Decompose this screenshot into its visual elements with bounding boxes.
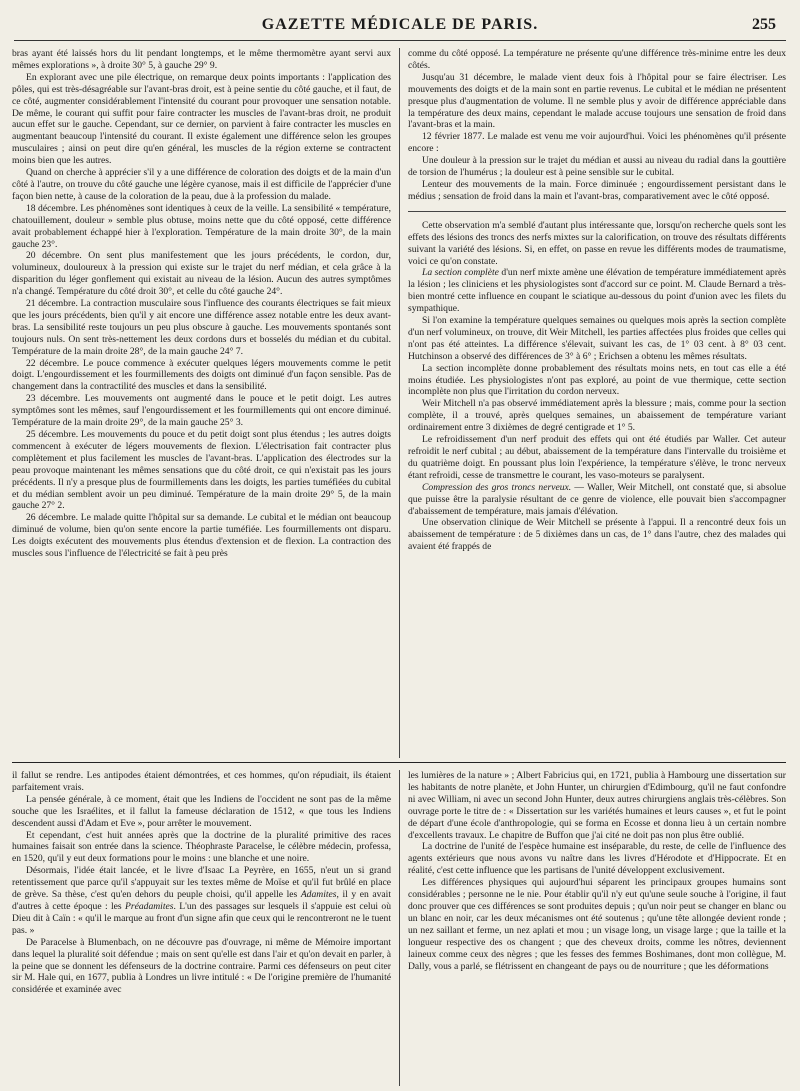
paragraph: Et cependant, c'est huit années après que la doctrine de la pluralité primitive des races humaines faisait son entrée dans la science. Théophraste Paracelse, le célèbre médecin, professa, en 1520, qu'il y eut deux formations pour le moins : une blanche et une noire. — [12, 829, 391, 865]
paragraph: les lumières de la nature » ; Albert Fabricius qui, en 1721, publia à Hambourg une dissertation sur les habitants de notre planète, et John Hunter, un chirurgien d'Edimbourg, qu'il ne faut confondre ni avec William, ni avec un second John Hunter, deux autres chirurgiens anglais très-célèbres. Son ouvrage porte le titre de : « Dissertation sur les variétés humaines et leurs causes », et fut le point de départ d'une école d'anthropologie, qui se forma en Ecosse et donna lieu à un certain nombre d'excellents travaux. Le chapitre de Buffon que j'ai cité ne doit pas non plus être oublié. — [408, 770, 786, 841]
paragraph: 23 décembre. Les mouvements ont augmenté dans le pouce et le petit doigt. Les autres symptômes sont les mêmes, sauf l'engourdissement et les fourmillements qui ont encore diminué. Température de la main droite 29°, de la main gauche 25° 3. — [12, 393, 391, 429]
column-top-right — [408, 48, 786, 758]
paragraph — [408, 267, 786, 315]
paragraph: De Paracelse à Blumenbach, on ne découvre pas d'ouvrage, ni même de Mémoire important dans lequel la pluralité soit défendue ; mais on sent qu'elle est dans l'air et qu'on devait en parler, à la peine que se donnent les défenseurs de la doctrine contraire. Parmi ces défenseurs on peut citer sir M. Hale qui, en 1677, publia à Londres un livre intitulé : « De l'origine première de l'humanité considérée et examinée avec — [12, 936, 391, 996]
paragraph: 26 décembre. Le malade quitte l'hôpital sur sa demande. Le cubital et le médian ont beaucoup diminué de volume, bien qu'on sente encore la partie tuméfiée. Les fourmillements ont disparu. Les doigts exécutent des mouvements plus étendus d'extension et de flexion. La contraction des muscles sous l'influence de l'électricité se fait à peu près — [12, 512, 391, 560]
paragraph-text: , il y en avait d'autres à cette époque : les — [12, 889, 391, 912]
paragraph: 22 décembre. Le pouce commence à exécuter quelques légers mouvements comme le petit doigt. L'engourdissement et les fourmillements des doigts ont diminué d'un façon sensible. Pas de changement dans la contractilité des muscles et dans la sensibilité. — [12, 357, 391, 393]
paragraph: Quand on cherche à apprécier s'il y a une différence de coloration des doigts et de la main d'un côté à l'autre, on trouve du côté gauche une légère cyanose, mais il est difficile de l'apprécier d'une façon bien nette, à cause de la coloration de la peau, due à la profession du malade. — [12, 167, 391, 202]
paragraph: Une observation clinique de Weir Mitchell se présente à l'appui. Il a rencontré deux fois un abaissement de température : de 5 dixièmes dans un cas, de 1° dans l'autre, chez des malades qui avaient été frappés de — [408, 517, 786, 553]
column-bottom-right — [408, 770, 786, 1086]
paragraph: 25 décembre. Les mouvements du pouce et du petit doigt sont plus étendus ; les autres doigts commencent à exécuter de légers mouvements de flexion. L'électrisation fait contracter plus complètement et plus facilement les muscles de l'avant-bras. L'application des électrodes sur la peau provoque maintenant les mêmes sensations que du côté droit, ce qui n'existait pas les jours précédents. Il n'y a presque plus de fourmillements dans les doigts, les parties tuméfiées du cubital et du médian semblent avoir un peu diminué. Température de la main droite 29° 5, de la main gauche 27° 2. — [12, 429, 391, 512]
paragraph: comme du côté opposé. La température ne présente qu'une différence très-minime entre les deux côtés. — [408, 48, 786, 71]
paragraph: 21 décembre. La contraction musculaire sous l'influence des courants électriques se fait mieux que les jours précédents, bien qu'il y ait encore une différence assez notable entre les deux avant-bras. La sensibilité reste toujours un peu plus obscure à gauche. Les mouvements spontanés sont toujours nuls. On sent très-nettement les deux cordons durs et bosselés du médian et du cubital. Température de la main droite 28°, de la main gauche 24° 7. — [12, 298, 391, 357]
paragraph: 18 décembre. Les phénomènes sont identiques à ceux de la veille. La sensibilité « température, chatouillement, douleur » semble plus obtuse, moins nette que du côté opposé, cette différence avait probablement échappé hier à l'exploration. Température de la main droite 30°, de la main gauche 23°. — [12, 202, 391, 250]
header-rule — [14, 40, 786, 41]
column-divider — [399, 48, 400, 758]
paragraph: Une douleur à la pression sur le trajet du médian et aussi au niveau du radial dans la gouttière de torsion de l'humérus ; la douleur est à peine sensible sur le cubital. — [408, 155, 786, 179]
paragraph: Jusqu'au 31 décembre, le malade vient deux fois à l'hôpital pour se faire électriser. Les mouvements des doigts et de la main sont en partie revenus. Le cubital et le médian ne présentent presque plus d'augmentation de volume. Il ne semble plus y avoir de différence appréciable dans la température des deux mains, cependant le malade accuse toujours une sensation de froid dans l'avant-bras et la main. — [408, 71, 786, 131]
paragraph: Cette observation m'a semblé d'autant plus intéressante que, lorsqu'on recherche quels sont les effets des lésions des troncs des nerfs mixtes sur la calorification, on trouve des résultats différents suivant la variété des lésions. Si, en effet, on passe en revue les différents modes de traumatisme, voici ce qu'on constate. — [408, 219, 786, 267]
paragraph: Le refroidissement d'un nerf produit des effets qui ont été étudiés par Waller. Cet auteur refroidit le nerf cubital ; au début, abaissement de la température dans l'intervalle du troisième et du quatrième doigt. En poussant plus loin l'expérience, la température s'élève, le tronc nerveux étant refroidi, cesse de transmettre le courant, les vaso-moteurs se paralysent. — [408, 434, 786, 481]
column-top-left — [12, 48, 391, 758]
journal-title: GAZETTE MÉDICALE DE PARIS. — [261, 16, 539, 33]
paragraph-text: d'un nerf mixte amène une élévation de température immédiatement après la lésion ; les cliniciens et les physiologistes sont d'accord sur ce point. M. Claude Bernard a très-bien montré cette influence en coupant le sciatique au-dessous du point d'union avec les filets du sympathique. — [408, 267, 786, 315]
column-divider — [399, 770, 400, 1086]
paragraph-text: . L'un des passages sur lesquels il s'appuie est celui où Dieu dit à Caïn : « qu'il le marque au front d'un signe afin que ceux qui le rencontreront ne le tuent pas. » — [12, 900, 391, 936]
paragraph: En explorant avec une pile électrique, on remarque deux points importants : l'application des pôles, qui est très-désagréable sur l'avant-bras droit, est à peine sentie du côté gauche, et il faut, de ce côté, augmenter considérablement l'intensité du courant pour provoquer une sensation notable. De même, le courant qui suffit pour faire contracter les muscles de l'avant-bras droit, ne produit aucun effet sur le gauche. Cependant, sur ce dernier, on parvient à faire contracter les muscles en augmentant beaucoup l'intensité du courant. Il existe également une différence selon les groupes musculaires ; ainsi on peut dire qu'en général, les muscles de la région externe se contractent moins bien que les autres. — [12, 71, 391, 167]
paragraph: 20 décembre. On sent plus manifestement que les jours précédents, le cordon, dur, volumineux, douloureux à la pression qui existe sur le trajet du nerf médian, et cela grâce à la disparition du léger gonflement qui existait au niveau de la lésion. Aucun des autres symptômes n'a changé. Température du côté droit 30°, et celle du côté gauche 24°. — [12, 250, 391, 298]
paragraph: La pensée générale, à ce moment, était que les Indiens de l'occident ne sont pas de la même souche que les Israélites, et il fallut la fameuse déclaration de 1512, « que tous les Indiens descendent aussi d'Adam et Eve », pour arrêter le mouvement. — [12, 793, 391, 829]
page-number: 255 — [752, 16, 776, 33]
page-header — [14, 10, 786, 42]
italic-heading: Compression des gros troncs nerveux. — [422, 481, 572, 493]
paragraph-text: — Waller, Weir Mitchell, ont constaté que, si absolue que puisse être la paralysie résultant de ce genre de violence, elle pouvait bien s'accompagner d'abaissement de température, mais jamais d'élévation. — [408, 481, 786, 517]
paragraph — [408, 482, 786, 518]
paragraph: bras ayant été laissés hors du lit pendant longtemps, et le même thermomètre ayant servi aux mêmes explorations », à droite 30° 5, à gauche 29° 9. — [12, 48, 391, 71]
paragraph: 12 février 1877. Le malade est venu me voir aujourd'hui. Voici les phénomènes qu'il présente encore : — [408, 131, 786, 155]
paragraph: La section incomplète donne probablement des résultats moins nets, en tout cas elle a été moins étudiée. Les physiologistes n'ont pas exploré, au point de vue thermique, cette section incomplète non plus que l'irritation du cordon nerveux. — [408, 362, 786, 398]
paragraph-text: Désormais, l'idée était lancée, et le livre d'Isaac La Peyrère, en 1655, n'eut un si grand retentissement que parce qu'il s'appuyait sur les textes même de Moïse et qu'il fut brûlé en place de grève. Sa thèse, c'est qu'en dehors du peuple choisi, qu'il appelle les — [12, 865, 391, 901]
paragraph: Si l'on examine la température quelques semaines ou quelques mois après la section complète d'un nerf volumineux, on trouve, dit Weir Mitchell, les parties affectées plus froides que celles qui n'ont pas été atteintes. La différence s'élevait, suivant les cas, de 1° 03 cent. à 8° 03 cent. Hutchinson a observé des différences de 3° à 6° ; Erichsen a obtenu les mêmes résultats. — [408, 315, 786, 362]
italic-term: Adamites — [300, 889, 337, 901]
section-rule — [408, 211, 786, 212]
paragraph: Les différences physiques qui aujourd'hui séparent les principaux groupes humains sont considérables ; personne ne le nie. Pour établir qu'il n'y eut qu'une seule souche à l'origine, il faut donc prouver que ces différences se sont produites depuis ; qu'un noir peut se changer en blanc ou un blanc en noir, car les deux mécanismes ont été soutenus ; qu'une tête allongée devient ronde ; un nez saillant et ferme, un nez aplati et mou ; un visage long, un visage large ; que la taille et la longueur respective des os changent ; que des cheveux droits, comme les nôtres, deviennent laineux comme ceux des nègres ; que les fesses des femmes Boshimanes, dont mon collègue, M. Dally, vous a parlé, se flétrissent en changeant de pays ou de nourriture ; que les déformations — [408, 877, 786, 972]
column-bottom-left — [12, 770, 391, 1086]
paragraph: La doctrine de l'unité de l'espèce humaine est inséparable, du reste, de celle de l'influence des agents extérieurs que nous avons vu naître dans les livres d'Hérodote et d'Hippocrate. Et en réalité, c'est cette influence que les partisans de l'unité développent exclusivement. — [408, 841, 786, 877]
paragraph: il fallut se rendre. Les antipodes étaient démontrées, et ces hommes, qu'on répudiait, ils étaient parfaitement vrais. — [12, 770, 391, 793]
paragraph: Lenteur des mouvements de la main. Force diminuée ; engourdissement persistant dans le médius ; sensation de froid dans la main et l'avant-bras, comparativement avec le côté opposé. — [408, 178, 786, 202]
italic-phrase: La section complète — [422, 267, 499, 279]
paragraph: Weir Mitchell n'a pas observé immédiatement après la blessure ; mais, comme pour la section complète, il a trouvé, après quelques semaines, un abaissement de température variant ordinairement entre 3 dixièmes de degré centigrade et 1° 5. — [408, 398, 786, 434]
section-divider — [12, 762, 786, 763]
italic-term: Préadamites — [125, 900, 174, 912]
paragraph — [12, 865, 391, 936]
